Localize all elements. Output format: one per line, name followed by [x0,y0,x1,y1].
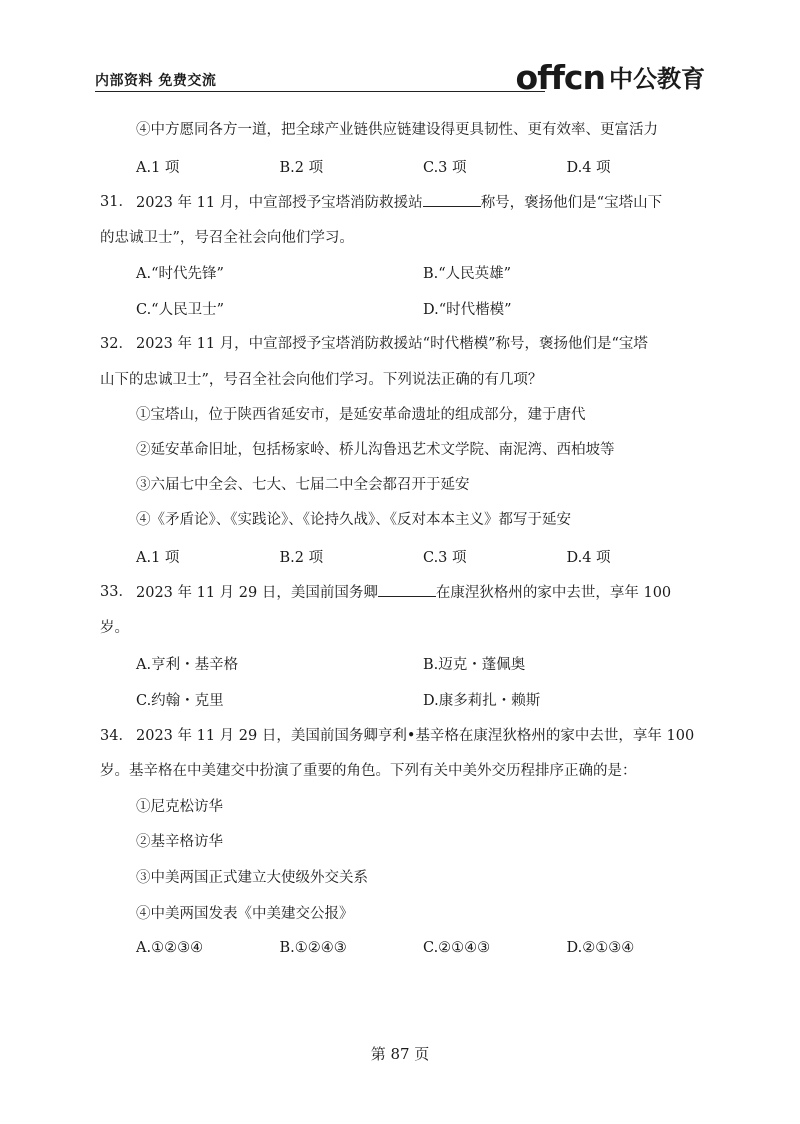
q34-stem-line1: 2023 年 11 月 29 日，美国前国务卿亨利•基辛格在康涅狄格州的家中去世，享年 100 [136,728,695,744]
q30-options [136,156,710,177]
q31-options-row2 [136,298,710,319]
page-header [95,56,705,96]
header-label: 内部资料 免费交流 [95,73,217,89]
q33-option-a: A.亨利・基辛格 [136,657,239,673]
q34-option-b: B.①②④③ [279,940,347,956]
q32-statement-4: ④《矛盾论》、《实践论》、《论持久战》、《反对本本主义》都写于延安 [136,512,571,528]
logo-text-en: offcn [515,58,605,97]
q34-option-c: C.②①④③ [423,940,491,956]
q31-option-c: C.“人民卫士” [136,302,225,318]
q34-statement-3: ③中美两国正式建立大使级外交关系 [136,870,368,886]
q32-option-c: C.3 项 [423,550,467,566]
q32-option-d: D.4 项 [566,550,611,566]
q33-stem-part2: 在康涅狄格州的家中去世，享年 100 [435,585,672,601]
q31-blank [423,192,481,207]
q33-option-c: C.约翰・克里 [136,693,224,709]
q30-statement-4: ④中方愿同各方一道，把全球产业链供应链建设得更具韧性、更有效率、更富活力 [136,122,658,138]
q32-option-b: B.2 项 [279,550,324,566]
q32-statement-2: ②延安革命旧址，包括杨家岭、桥儿沟鲁迅艺术文学院、南泥湾、西柏坡等 [136,442,615,458]
q31-option-d: D.“时代楷模” [423,302,512,318]
q34-statement-4: ④中美两国发表《中美建交公报》 [136,906,354,922]
q32-stem-line2: 山下的忠诚卫士”，号召全社会向他们学习。下列说法正确的有几项？ [100,372,543,388]
q34-statement-1: ①尼克松访华 [136,799,223,815]
q31-option-b: B.“人民英雄” [423,266,512,282]
q30-option-a: A.1 项 [136,160,180,176]
q33-blank [378,582,436,597]
q34-statement-2: ②基辛格访华 [136,834,223,850]
q30-option-c: C.3 项 [423,160,467,176]
q33-option-d: D.康多莉扎・赖斯 [423,693,541,709]
q34-option-d: D.②①③④ [566,940,635,956]
q32-option-a: A.1 项 [136,550,180,566]
q33-options-row2 [136,689,710,710]
q33-stem-line2: 岁。 [100,620,129,636]
q31-stem-line2: 的忠诚卫士”，号召全社会向他们学习。 [100,230,354,246]
header-rule [95,91,545,92]
q31-stem-line1 [136,192,662,213]
q34-options [136,940,710,956]
q30-option-d: D.4 项 [566,160,611,176]
q32-statement-1: ①宝塔山，位于陕西省延安市，是延安革命遗址的组成部分，建于唐代 [136,407,586,423]
logo-text-cn: 中公教育 [609,65,705,93]
q33-option-b: B.迈克・蓬佩奥 [423,657,526,673]
q34-option-a: A.①②③④ [136,940,204,956]
page-number: 第 87 页 [370,1045,430,1063]
q31-option-a: A.“时代先锋” [136,266,224,282]
q33-stem-part1: 2023 年 11 月 29 日，美国前国务卿 [136,585,378,601]
offcn-logo [516,56,705,96]
q33-options-row1 [136,653,710,674]
q31-options-row1 [136,262,710,283]
q32-statement-3: ③六届七中全会、七大、七届二中全会都召开于延安 [136,477,470,493]
q34-stem-line2: 岁。基辛格在中美建交中扮演了重要的角色。下列有关中美外交历程排序正确的是： [100,763,637,779]
q30-option-b: B.2 项 [279,160,324,176]
q32-stem-line1: 2023 年 11 月，中宣部授予宝塔消防救援站“时代楷模”称号，褒扬他们是“宝塔 [136,336,648,352]
q33-stem-line1 [136,582,671,603]
q31-stem-part2: 称号，褒扬他们是“宝塔山下 [480,195,663,211]
q31-stem-part1: 2023 年 11 月，中宣部授予宝塔消防救援站 [136,195,423,211]
q32-options [136,546,710,567]
